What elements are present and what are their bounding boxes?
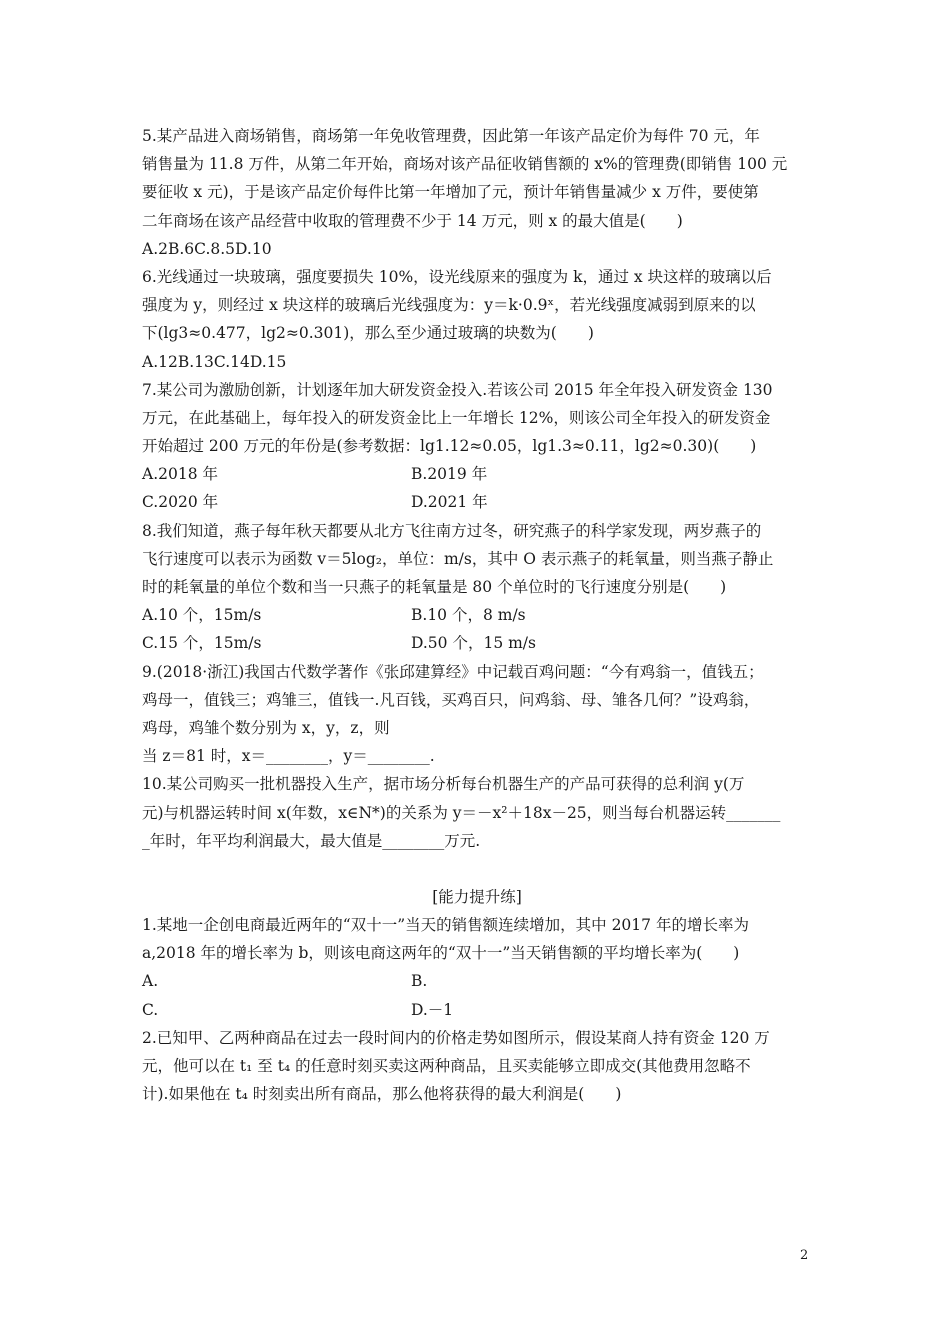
q9-line-2: 鸡母一，值钱三；鸡雏三，值钱一.凡百钱，买鸡百只，问鸡翁、母、雏各几何？”设鸡翁，	[142, 690, 760, 709]
question-10	[142, 770, 812, 855]
q8-option-b: B.10 个，8 m/s	[411, 606, 526, 625]
q10-line-1: 10.某公司购买一批机器投入生产，据市场分析每台机器生产的产品可获得的总利润 y(万	[142, 775, 745, 794]
p2-line-1: 2.已知甲、乙两种商品在过去一段时间内的价格走势如图所示，假设某商人持有资金 120 万	[142, 1028, 770, 1047]
q8-option-a: A.10 个，15m/s	[142, 606, 262, 625]
page-number: 2	[800, 1248, 809, 1263]
q5-line-4: 二年商场在该产品经营中收取的管理费不少于 14 万元，则 x 的最大值是( )	[142, 211, 683, 230]
q5-line-1: 5.某产品进入商场销售，商场第一年免收管理费，因此第一年该产品定价为每件 70 元，年	[142, 127, 760, 145]
q7-option-b: B.2019 年	[411, 465, 488, 484]
q8-options-row-2	[142, 629, 812, 657]
q8-line-3: 时的耗氧量的单位个数和当一只燕子的耗氧量是 80 个单位时的飞行速度分别是( )	[142, 578, 727, 596]
question-5	[142, 122, 812, 263]
question-8	[142, 517, 812, 658]
section-title: [能力提升练]	[432, 887, 522, 906]
p1-options-row-1	[142, 967, 812, 995]
q8-line-2: 飞行速度可以表示为函数 v＝5log₂，单位：m/s，其中 O 表示燕子的耗氧量，则当燕子静止	[142, 549, 774, 568]
p1-option-c: C.	[142, 1000, 159, 1019]
q5-options: A.2B.6C.8.5D.10	[142, 239, 272, 258]
q8-line-1: 8.我们知道，燕子每年秋天都要从北方飞往南方过冬，研究燕子的科学家发现，两岁燕子的	[142, 521, 762, 540]
q8-option-d: D.50 个，15 m/s	[411, 634, 536, 653]
practice-1	[142, 911, 812, 1024]
q5-line-3: 要征收 x 元)，于是该产品定价每件比第一年增加了元，预计年销售量减少 x 万件，要使第	[142, 183, 759, 202]
p2-line-2: 元，他可以在 t₁ 至 t₄ 的任意时刻买卖这两种商品，且买卖能够立即成交(其他费用忽略不	[142, 1057, 751, 1075]
q6-options: A.12B.13C.14D.15	[142, 352, 287, 371]
question-9	[142, 658, 812, 771]
q6-line-1: 6.光线通过一块玻璃，强度要损失 10%，设光线原来的强度为 k，通过 x 块这样的玻璃以后	[142, 267, 772, 286]
q7-option-c: C.2020 年	[142, 493, 219, 512]
q7-option-d: D.2021 年	[411, 493, 488, 512]
p1-options-row-2	[142, 996, 812, 1024]
practice-2	[142, 1024, 812, 1109]
q7-options-row-1	[142, 460, 812, 488]
q10-line-3: _年时，年平均利润最大，最大值是________万元.	[142, 831, 481, 850]
q10-line-2: 元)与机器运转时间 x(年数，x∈N*)的关系为 y＝－x²＋18x－25，则当每台机器运转_______	[142, 803, 781, 822]
p1-option-a: A.	[142, 972, 159, 991]
q9-line-3: 鸡母，鸡雏个数分别为 x，y，z，则	[142, 718, 390, 737]
p1-option-d: D.－1	[411, 1000, 454, 1019]
q8-option-c: C.15 个，15m/s	[142, 634, 262, 653]
q8-options-row-1	[142, 601, 812, 629]
q7-line-1: 7.某公司为激励创新，计划逐年加大研发资金投入.若该公司 2015 年全年投入研发资金 130	[142, 380, 773, 399]
p1-line-2: a,2018 年的增长率为 b，则该电商这两年的“双十一”当天销售额的平均增长率为( )	[142, 944, 740, 963]
p1-line-1: 1.某地一企创电商最近两年的“双十一”当天的销售额连续增加，其中 2017 年的增长率为	[142, 916, 749, 935]
q7-option-a: A.2018 年	[142, 465, 218, 484]
p1-option-b: B.	[411, 972, 428, 991]
q9-line-1: 9.(2018·浙江)我国古代数学著作《张邱建算经》中记载百鸡问题：“今有鸡翁一，值钱五；	[142, 662, 764, 681]
question-6	[142, 263, 812, 376]
q5-line-2: 销售量为 11.8 万件，从第二年开始，商场对该产品征收销售额的 x%的管理费(即销售 100 元	[142, 155, 788, 174]
q9-line-4: 当 z＝81 时，x＝________，y＝________.	[142, 747, 435, 766]
page-content	[142, 122, 812, 1108]
q7-line-3: 开始超过 200 万元的年份是(参考数据：lg1.12≈0.05，lg1.3≈0.11，lg2≈0.30)( )	[142, 437, 757, 456]
q7-options-row-2	[142, 488, 812, 516]
q6-line-3: 下(lg3≈0.477，lg2≈0.301)，那么至少通过玻璃的块数为( )	[142, 324, 594, 343]
q7-line-2: 万元，在此基础上，每年投入的研发资金比上一年增长 12%，则该公司全年投入的研发资金	[142, 408, 771, 427]
q6-line-2: 强度为 y，则经过 x 块这样的玻璃后光线强度为：y＝k·0.9ˣ，若光线强度减弱到原来的以	[142, 296, 756, 315]
question-7	[142, 376, 812, 517]
p2-line-3: 计).如果他在 t₄ 时刻卖出所有商品，那么他将获得的最大利润是( )	[142, 1085, 622, 1104]
